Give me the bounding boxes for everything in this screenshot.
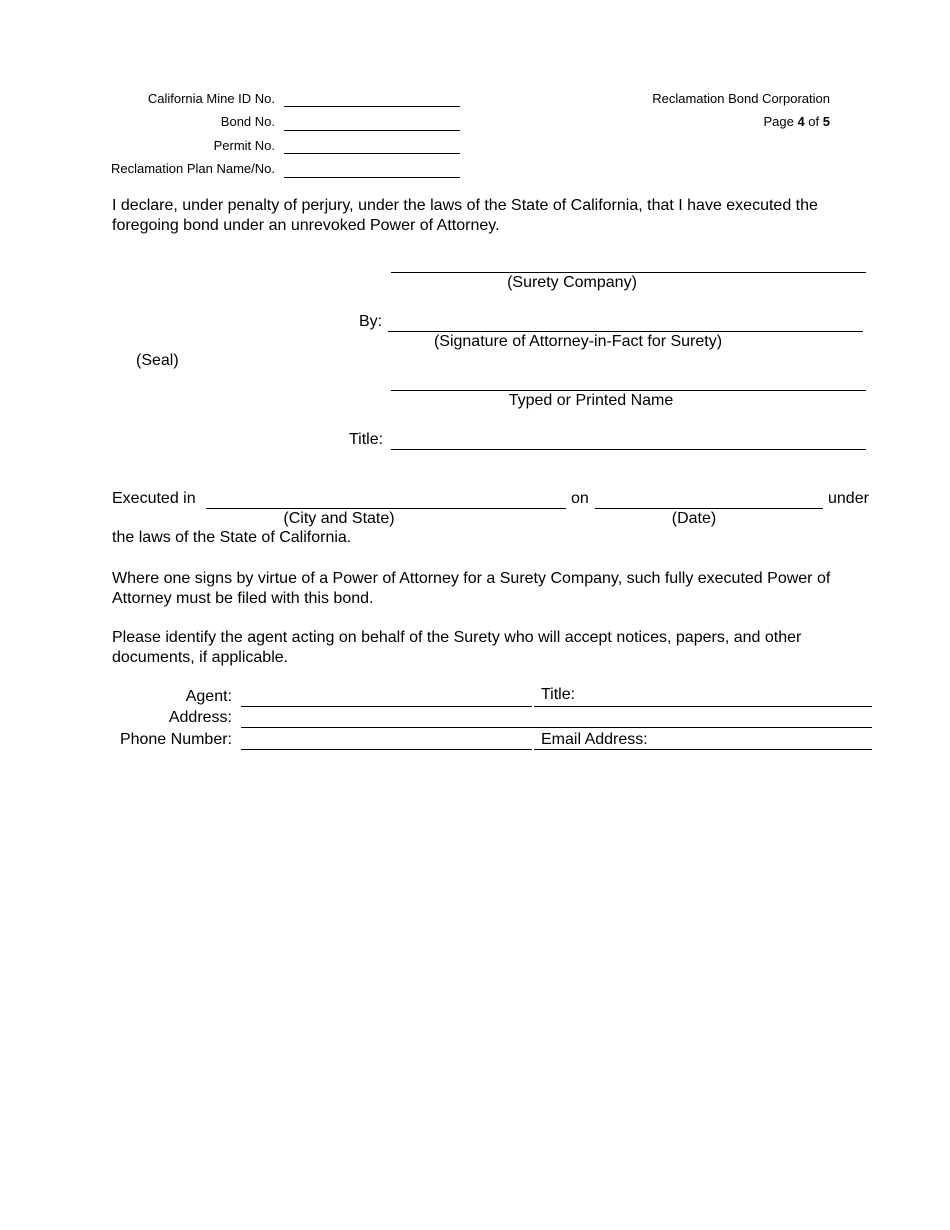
bond-no-label: Bond No. [220, 114, 275, 129]
date-line[interactable] [595, 508, 823, 509]
page-current: 4 [797, 114, 805, 129]
surety-company-caption: (Surety Company) [507, 274, 637, 291]
email-label: Email Address: [541, 731, 648, 748]
surety-company-line[interactable] [391, 272, 866, 273]
company-name: Reclamation Bond Corporation [652, 91, 830, 106]
city-state-caption: (City and State) [283, 510, 395, 527]
printed-name-caption: Typed or Printed Name [508, 392, 674, 409]
phone-label: Phone Number: [119, 731, 232, 748]
bond-no-field[interactable] [284, 130, 460, 131]
signature-caption: (Signature of Attorney-in-Fact for Surety) [433, 333, 723, 350]
city-state-line[interactable] [206, 508, 566, 509]
under-label: under [828, 490, 869, 507]
signature-line[interactable] [388, 331, 863, 332]
executed-suffix: the laws of the State of California. [112, 529, 352, 546]
agent-title-label: Title: [541, 686, 576, 703]
page-indicator: Page 4 of 5 [763, 114, 830, 129]
permit-no-field[interactable] [284, 153, 460, 154]
seal-label: (Seal) [136, 352, 179, 369]
poa-note: Where one signs by virtue of a Power of Attorney for a Surety Company, such fully executed Power of Attorney must be filed with this bond. [112, 570, 831, 607]
email-field[interactable] [534, 749, 872, 750]
agent-field[interactable] [241, 706, 532, 707]
title-line[interactable] [391, 449, 866, 450]
by-label: By: [359, 313, 383, 330]
printed-name-line[interactable] [391, 390, 866, 391]
title-label: Title: [349, 431, 384, 448]
permit-no-label: Permit No. [213, 138, 275, 153]
page-total: 5 [822, 114, 830, 129]
mine-id-field[interactable] [284, 106, 460, 107]
declaration-text: I declare, under penalty of perjury, under the laws of the State of California, that I have executed the foregoing bond under an unrevoked Power of Attorney. [112, 197, 818, 234]
agent-title-field[interactable] [534, 706, 872, 707]
address-field[interactable] [241, 727, 872, 728]
address-label: Address: [168, 709, 232, 726]
phone-field[interactable] [241, 749, 532, 750]
agent-note: Please identify the agent acting on behalf of the Surety who will accept notices, papers, and other documents, if applicable. [112, 629, 802, 666]
reclamation-plan-field[interactable] [284, 177, 460, 178]
date-caption: (Date) [671, 510, 717, 527]
mine-id-label: California Mine ID No. [147, 91, 275, 106]
executed-in-label: Executed in [112, 490, 196, 507]
on-label: on [571, 490, 589, 507]
reclamation-plan-label: Reclamation Plan Name/No. [110, 161, 275, 176]
agent-label: Agent: [185, 688, 232, 705]
